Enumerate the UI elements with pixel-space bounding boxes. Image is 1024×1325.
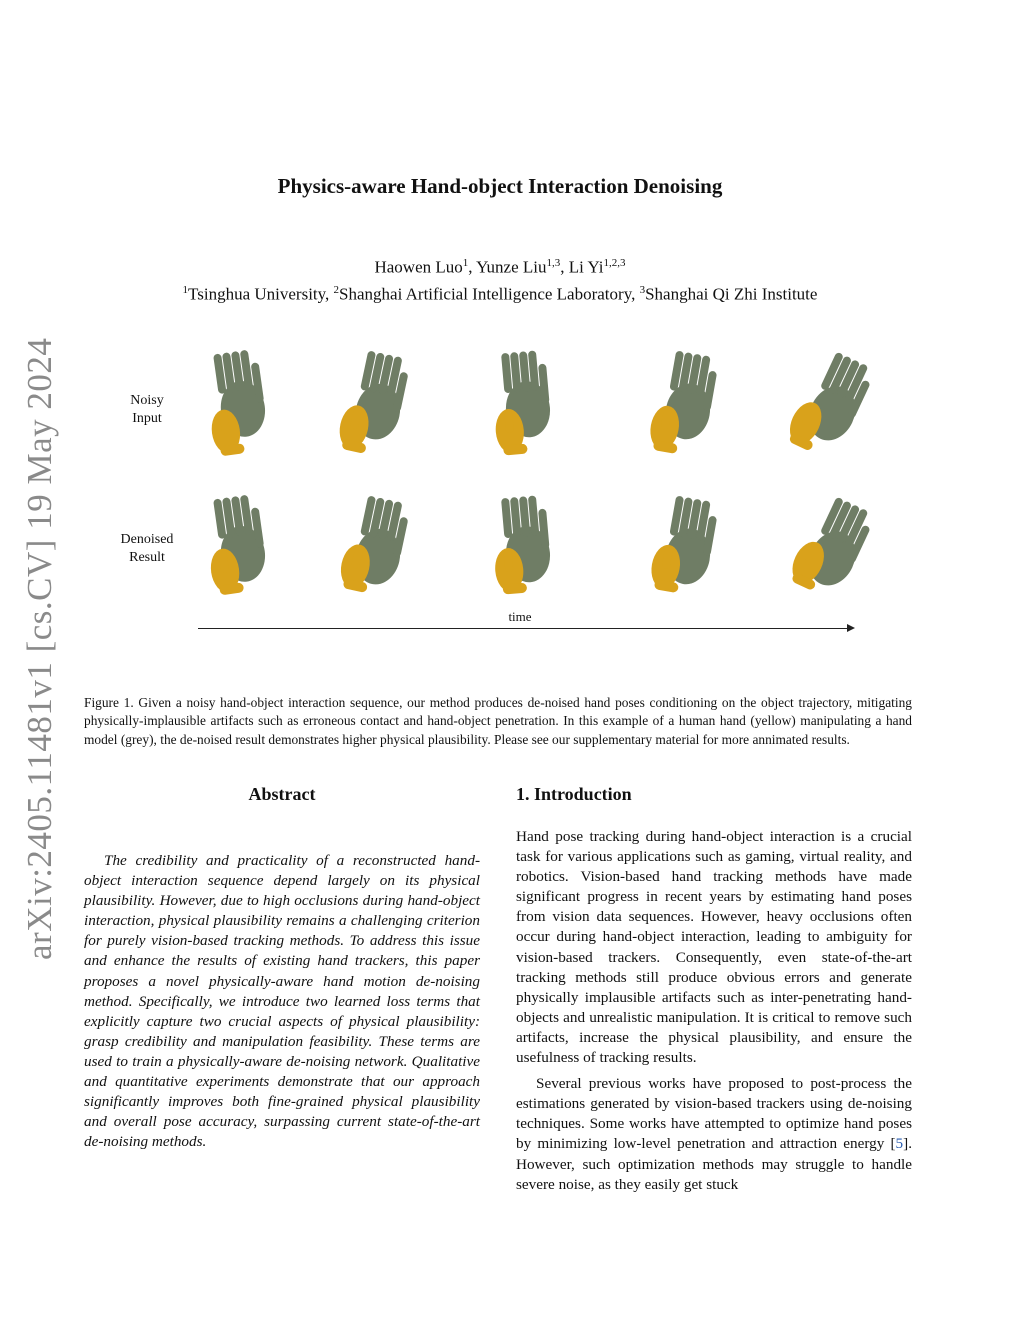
author-affil: 1,2,3 xyxy=(603,257,626,269)
abstract-body xyxy=(84,851,480,1158)
hand-figure-image xyxy=(0,0,1024,640)
introduction-heading: 1. Introduction xyxy=(516,784,632,804)
intro-text: Several previous works have proposed to post-process the estimations generated by vision-based trackers using de-noising techniques. Some works have attempted to optimize hand poses by minimizing low-level penetration and attraction energy [ xyxy=(516,1075,912,1153)
hand-pair xyxy=(337,493,412,599)
hand-pair xyxy=(648,493,720,597)
author-name: Li Yi xyxy=(568,257,604,277)
author-affil: 1 xyxy=(462,257,469,269)
human-hand-finger xyxy=(653,440,678,454)
introduction-body xyxy=(516,827,912,1201)
row-label-line: Result xyxy=(129,550,165,565)
time-arrow xyxy=(198,628,853,629)
intro-text: ]. However, such optimization methods may struggle to handle severe noise, as they easily get stuck xyxy=(516,1135,912,1193)
hand-pair xyxy=(201,348,271,457)
affil-number: 1 xyxy=(182,284,189,296)
affiliation: Tsinghua University xyxy=(188,284,326,304)
author-name: Yunze Liu xyxy=(476,257,547,277)
author-affil: 1,3 xyxy=(546,257,561,269)
hand-pair xyxy=(647,348,720,458)
hand-pair xyxy=(783,346,877,462)
citation-link[interactable]: 5 xyxy=(895,1135,904,1153)
affil-number: 2 xyxy=(333,284,340,296)
affil-number: 3 xyxy=(639,284,646,296)
intro-paragraph-2 xyxy=(516,1074,912,1195)
human-hand-finger xyxy=(654,579,679,593)
paper-title: Physics-aware Hand-object Interaction Denoising xyxy=(277,174,723,198)
author-list: Haowen Luo$^1$, Yunze Liu$^{1,3}$, Li Yi$^{1,2,3}$ xyxy=(374,257,626,277)
affiliation: Shanghai Artificial Intelligence Laboratory xyxy=(339,284,632,304)
affiliation: Shanghai Qi Zhi Institute xyxy=(645,284,818,304)
abstract-text: The credibility and practicality of a reconstructed hand-object interaction sequence depend largely on its physical plausibility. However, due to high occlusions during hand-object interaction, physical plausibility remains a challenging criterion for purely vision-based tracking methods. To address this issue and enhance the results of existing hand trackers, this paper proposes a novel physically-aware hand motion de-noising method. Specifically, we introduce two learned loss terms that explicitly capture two crucial aspects of physical plausibility: grasp credibility and manipulation feasibility. These terms are used to train a physically-aware de-noising network. Qualitative and quantitative experiments demonstrate that our approach significantly improves both fine-grained physical plausibility and overall pose accuracy, surpassing current state-of-the-art de-noising methods. xyxy=(84,852,480,1151)
hand-pair xyxy=(201,493,270,596)
affiliation-list: $^1$Tsinghua University, $^2$Shanghai Artificial Intelligence Laboratory, $^3$Shanghai Qi Zhi Institute xyxy=(182,284,818,304)
intro-paragraph-1: Hand pose tracking during hand-object interaction is a crucial task for various applications such as gaming, virtual reality, and robotics. Vision-based hand tracking methods have made significant progress in recent years by estimating hand poses from vision data sequences. However, heavy occlusions often occur during hand-object interaction, leading to ambiguity for vision-based trackers. Consequently, even state-of-the-art tracking methods still produce obvious errors and generate physically implausible artifacts such as inter-penetrating hand-objects and unrealistic manipulation. It is critical to remove such artifacts, increase the physical plausibility, and ensure the usefulness of tracking results. xyxy=(516,828,912,1067)
row-label-line: Input xyxy=(132,411,162,426)
author-name: Haowen Luo xyxy=(374,257,463,277)
hand-pair xyxy=(785,491,876,602)
time-label: time xyxy=(508,609,532,624)
abstract-heading: Abstract xyxy=(248,784,316,804)
row-label-line: Noisy xyxy=(130,393,164,408)
figure-caption: Figure 1. Given a noisy hand-object interaction sequence, our method produces de-noised hand poses conditioning on the object trajectory, mitigating physically-implausible artifacts such as erroneous contact and hand-object penetration. In this example of a human hand (yellow) manipulating a hand model (grey), the de-noised result demonstrates higher physical plausibility. Please see our supplementary material for more annimated results. xyxy=(84,695,912,747)
hand-pair xyxy=(335,348,411,459)
arxiv-identifier: arXiv:2405.11481v1 [cs.CV] 19 May 2024 xyxy=(20,337,59,960)
row-label-line: Denoised xyxy=(120,532,174,547)
hand-pair xyxy=(489,350,554,456)
hand-pair xyxy=(489,495,553,596)
